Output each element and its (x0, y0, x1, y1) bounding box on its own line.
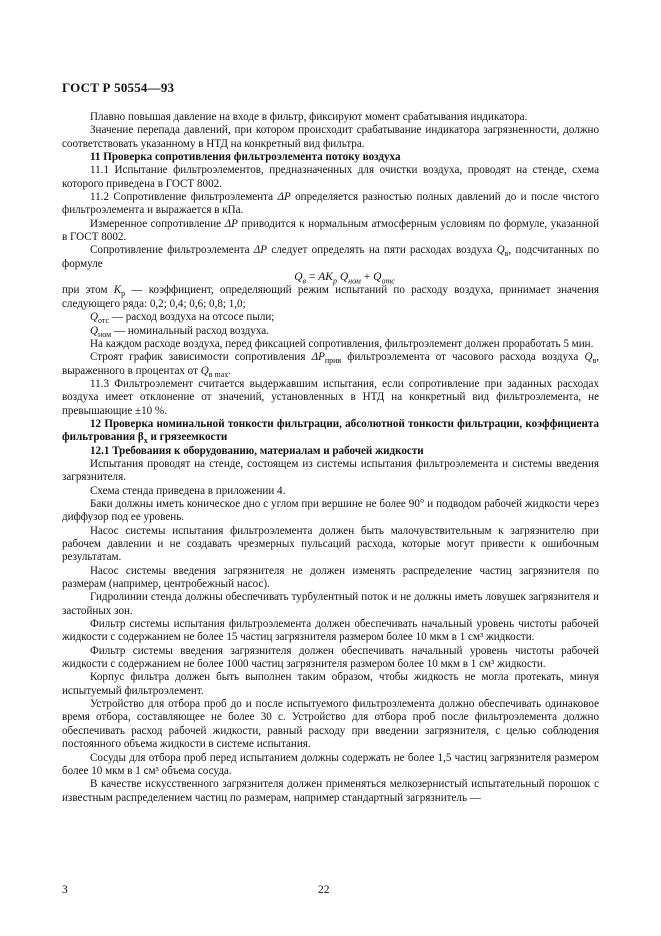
paragraph: Строят график зависимости сопротивления $\Delta P_{прив}$ фильтроэлемента от часового расхода воздуха $Q_в$, выраженного в процентах от $Q_{в max}$. (62, 351, 600, 379)
paragraph: Устройство для отбора проб до и после испытуемого фильтроэлемента должно обеспечивать одинаковое время отбора, составляющее не более 30 с. Устройство для отбора проб после фильтроэлемента должно обеспечивать расход рабочей жидкости, равный расходу при введении загрязнителя, с целью соблюдения постоянного объема жидкости в системе испытания. (62, 698, 599, 751)
formula: $Q_в = AK_р$ $Q_{ном} + Q_{отс}$ (294, 271, 395, 286)
paragraph: 11.3 Фильтроэлемент считается выдержавшим испытания, если сопротивление при заданных расходах воздуха имеет отклонение от значений, установленных в НТД на конкретный вид фильтроэлемента, не превышающие ±10 %. (62, 377, 599, 417)
paragraph: Сопротивление фильтроэлемента ΔP следует определять на пяти расходах воздуха $Q_в$, подсчитанных по формуле (62, 244, 599, 270)
paragraph: Фильтр системы испытания фильтроэлемента должен обеспечивать начальный уровень чистоты рабочей жидкости с содержанием не более 15 частиц загрязнителя размером более 10 мкм в 1 см³ жидкости. (62, 618, 599, 644)
paragraph: Испытания проводят на стенде, состоящем из системы испытания фильтроэлемента и системы введения загрязнителя. (62, 457, 599, 484)
paragraph: 11.1 Испытание фильтроэлементов, предназначенных для очистки воздуха, проводят на стенде, схема которого приведена в ГОСТ 8002. (62, 164, 599, 190)
paragraph: 11.2 Сопротивление фильтроэлемента ΔP определяется разностью полных давлений до и после чистого фильтроэлемента и выражается в кПа. (62, 191, 599, 217)
definition-item: $Q_{отс}$ — расход воздуха на отсосе пыли; (90, 311, 275, 326)
page-number: 22 (318, 884, 330, 896)
paragraph: при этом $K_р$ — коэффициент, определяющий режим испытаний по расходу воздуха, принимает значения следующего ряда: 0,2; 0,4; 0,6; 0,8; 1,0; (62, 284, 599, 310)
document-body (62, 111, 599, 805)
paragraph: Корпус фильтра должен быть выполнен таким образом, чтобы жидкость не могла протекать, минуя испытуемый фильтроэлемент. (62, 671, 599, 697)
paragraph: На каждом расходе воздуха, перед фиксацией сопротивления, фильтроэлемент должен проработать 5 мин. (90, 337, 594, 350)
paragraph: Схема стенда приведена в приложении 4. (90, 484, 286, 497)
paragraph: Насос системы испытания фильтроэлемента должен быть малочувствительным к загрязнителю при рабочем давлении и не создавать чрезмерных пульсаций расхода, которые могут привести к ошибочным результатам. (62, 524, 599, 564)
section-heading-12: 12 Проверка номинальной тонкости фильтрации, абсолютной тонкости фильтрации, коэффициента фильтрования $\beta_x$ и грязеемкости (62, 417, 599, 446)
paragraph: Значение перепада давлений, при котором происходит срабатывание индикатора загрязненности, должно соответствовать указанному в НТД на конкретный вид фильтра. (62, 124, 599, 150)
footer-left-number: 3 (62, 884, 68, 896)
document-header: ГОСТ Р 50554—93 (62, 80, 175, 95)
paragraph: Сосуды для отбора проб перед испытанием должны содержать не более 1,5 частиц загрязнителя размером более 10 мкм в 1 см³ объема сосуда. (62, 751, 599, 777)
section-heading-11: 11 Проверка сопротивления фильтроэлемента потоку воздуха (90, 151, 401, 164)
paragraph: Баки должны иметь коническое дно с углом при вершине не более 90° и подводом рабочей жидкости через диффузор под ее уровень. (62, 497, 599, 524)
paragraph: В качестве искусственного загрязнителя должен применяться мелкозернистый испытательный порошок с известным распределением частиц по размерам, например стандартный загрязнитель — (62, 778, 599, 804)
paragraph: Насос системы введения загрязнителя не должен изменять распределение частиц загрязнителя по размерам (например, центробежный насос). (62, 564, 599, 591)
definition-item: $Q_{ном}$ — номинальный расход воздуха. (90, 324, 269, 339)
paragraph: Измеренное сопротивление ΔP приводится к нормальным атмосферным условиям по формуле, указанной в ГОСТ 8002. (62, 217, 600, 244)
subsection-heading-12-1: 12.1 Требования к оборудованию, материалам и рабочей жидкости (90, 444, 424, 457)
paragraph: Гидролинии стенда должны обеспечивать турбулентный поток и не должны иметь ловушек загрязнителя и застойных зон. (62, 591, 599, 617)
paragraph: Плавно повышая давление на входе в фильтр, фиксируют момент срабатывания индикатора. (90, 111, 528, 123)
paragraph: Фильтр системы введения загрязнителя должен обеспечивать начальный уровень чистоты рабочей жидкости с содержанием не более 1000 частиц загрязнителя размером более 10 мкм в 1 см³ жидкости. (62, 644, 599, 671)
